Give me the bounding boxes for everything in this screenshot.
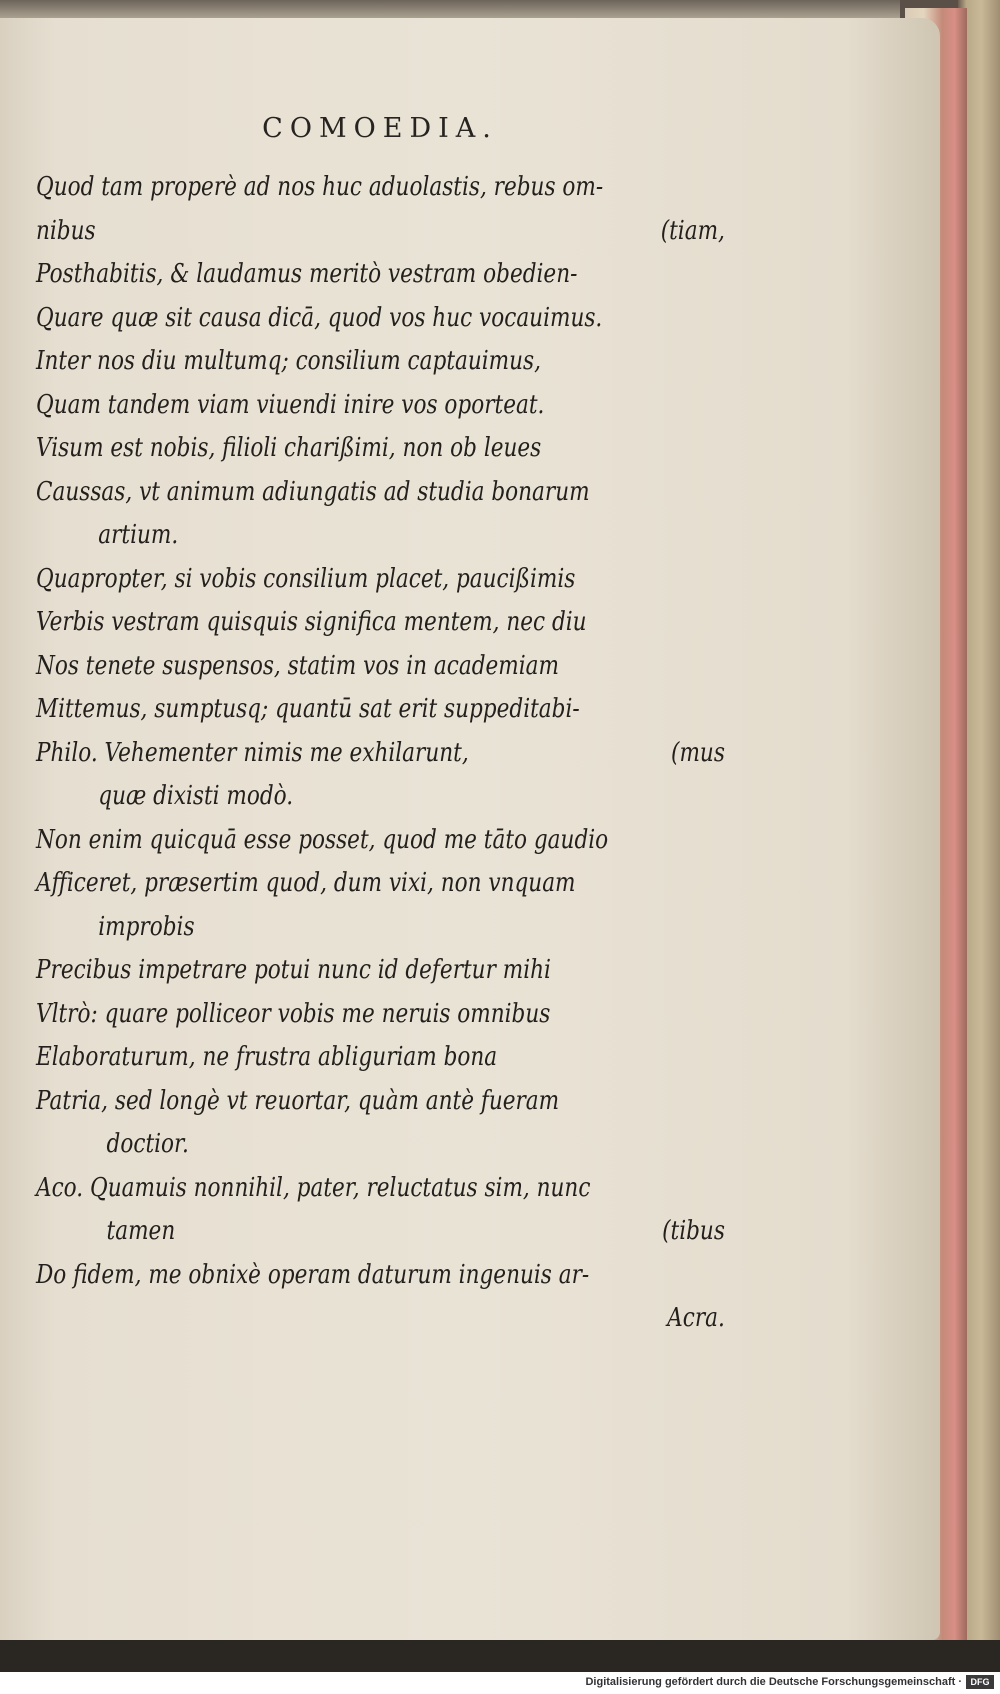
text-line: doctior. bbox=[106, 1129, 189, 1159]
text-line: Afficeret, præsertim quod, dum vixi, non vnquam bbox=[36, 868, 576, 898]
book-page bbox=[0, 18, 940, 1640]
text-block bbox=[36, 166, 725, 1341]
text-line: Verbis vestram quisquis significa mentem, nec diu bbox=[36, 607, 587, 637]
text-line: nibus (tiam, bbox=[36, 215, 725, 246]
text-line: Vltrò: quare polliceor vobis me neruis omnibus bbox=[36, 998, 551, 1029]
text-line: Non enim quicquā esse posset, quod me tāto gaudio bbox=[36, 824, 609, 855]
text-line: Do fidem, me obnixè operam daturum ingenuis ar- bbox=[36, 1259, 590, 1290]
catchword: Acra. bbox=[667, 1303, 725, 1333]
text-line: Aco. Quamuis nonnihil, pater, reluctatus sim, nunc bbox=[36, 1172, 591, 1203]
text-line: quæ dixisti modò. bbox=[98, 781, 294, 811]
text-line: Mittemus, sumptusq; quantū sat erit suppeditabi- bbox=[36, 694, 580, 724]
scan-bottom-band bbox=[0, 1640, 1000, 1672]
footer-bar bbox=[0, 1672, 1000, 1694]
text-line: Precibus impetrare potui nunc id defertur mihi bbox=[36, 955, 551, 985]
text-line: Patria, sed longè vt reuortar, quàm antè fueram bbox=[36, 1085, 560, 1116]
text-line: Caussas, vt animum adiungatis ad studia bonarum bbox=[36, 476, 590, 507]
text-line: Visum est nobis, filioli charißimi, non ob leues bbox=[36, 433, 542, 463]
text-line: Elaboraturum, ne frustra abliguriam bona bbox=[36, 1042, 498, 1072]
text-line: Quam tandem viam viuendi inire vos oporteat. bbox=[36, 389, 545, 420]
text-line: Quare quæ sit causa dicā, quod vos huc vocauimus. bbox=[36, 302, 603, 333]
running-head: COMOEDIA. bbox=[262, 113, 498, 144]
text-line: Posthabitis, & laudamus meritò vestram obedien- bbox=[36, 259, 578, 289]
text-line: Quod tam properè ad nos huc aduolastis, rebus om- bbox=[36, 172, 604, 202]
text-line: artium. bbox=[98, 520, 179, 550]
text-line: Quapropter, si vobis consilium placet, paucißimis bbox=[36, 563, 576, 594]
text-line: Inter nos diu multumq; consilium captauimus, bbox=[36, 346, 541, 376]
text-line: improbis bbox=[98, 911, 195, 942]
funding-credit: Digitalisierung gefördert durch die Deutsche Forschungsgemeinschaft · bbox=[585, 1676, 962, 1688]
dfg-logo: DFG bbox=[966, 1675, 994, 1689]
text-line: tamen (tibus bbox=[106, 1216, 725, 1246]
text-line: Philo. Vehementer nimis me exhilarunt, (mus bbox=[36, 737, 725, 768]
text-line: Nos tenete suspensos, statim vos in academiam bbox=[36, 650, 560, 681]
